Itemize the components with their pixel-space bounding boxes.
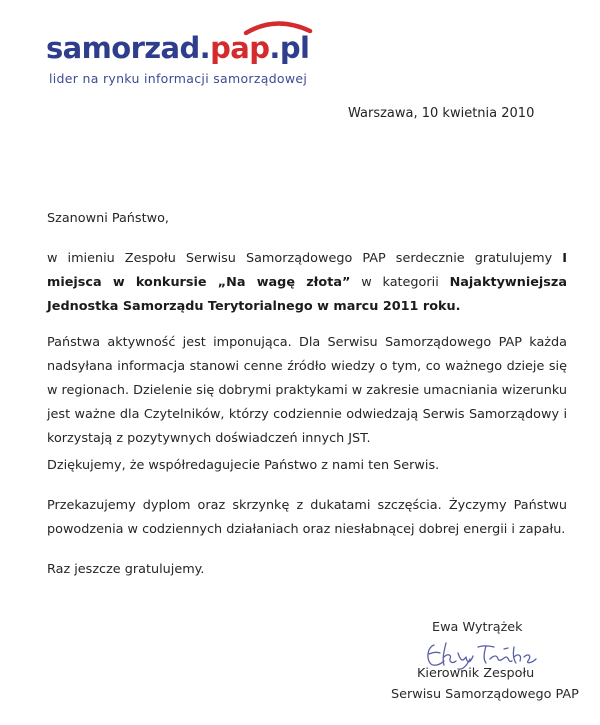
para1-mid: w kategorii <box>350 275 450 290</box>
logo-wordmark <box>46 31 309 65</box>
logo-name-blue: samorzad. <box>46 31 211 65</box>
letter-paragraph-closing: Raz jeszcze gratulujemy. <box>47 562 205 577</box>
logo-name-blue-end: .pl <box>269 31 310 65</box>
category-text: Najaktywniejsza Jednostka Samorządu Terytorialnego w marcu 2011 roku. <box>47 275 567 314</box>
samorzad-pap-logo <box>46 12 346 86</box>
letter-paragraph-activity: Państwa aktywność jest imponująca. Dla Serwisu Samorządowego PAP każda nadsyłana informacja stanowi cenne źródło wiedzy o tym, co ważnego dzieje się w regionach. Dzielenie się dobrymi praktykami w zakresie umacniania wizerunku jest ważne dla Czytelników, którzy codziennie odwiedzają Serwis Samorządowy i korzystają z pozytywnych doświadczeń innych JST. <box>47 335 567 446</box>
award-text: I miejsca w konkursie „Na wagę złota” <box>47 251 567 290</box>
signatory-title: Kierownik Zespołu <box>417 666 535 681</box>
letter-paragraph-thanks: Dziękujemy, że współredagujecie Państwo z nami ten Serwis. <box>47 458 440 473</box>
letter-paragraph-diploma: Przekazujemy dyplom oraz skrzynkę z dukatami szczęścia. Życzymy Państwu powodzenia w codziennych działaniach oraz niesłabnącej dobrej energii i zapału. <box>47 498 567 537</box>
logo-tagline: lider na rynku informacji samorządowej <box>49 71 308 86</box>
letter-greeting: Szanowni Państwo, <box>47 211 169 226</box>
para1-intro: w imieniu Zespołu Serwisu Samorządowego PAP serdecznie gratulujemy <box>47 251 563 266</box>
logo-name-red: pap <box>210 31 270 65</box>
signatory-name: Ewa Wytrążek <box>432 620 523 635</box>
letter-date: Warszawa, 10 kwietnia 2010 <box>348 106 535 121</box>
signatory-organization: Serwisu Samorządowego PAP <box>391 687 579 702</box>
letter-paragraph-congratulations <box>47 247 567 319</box>
